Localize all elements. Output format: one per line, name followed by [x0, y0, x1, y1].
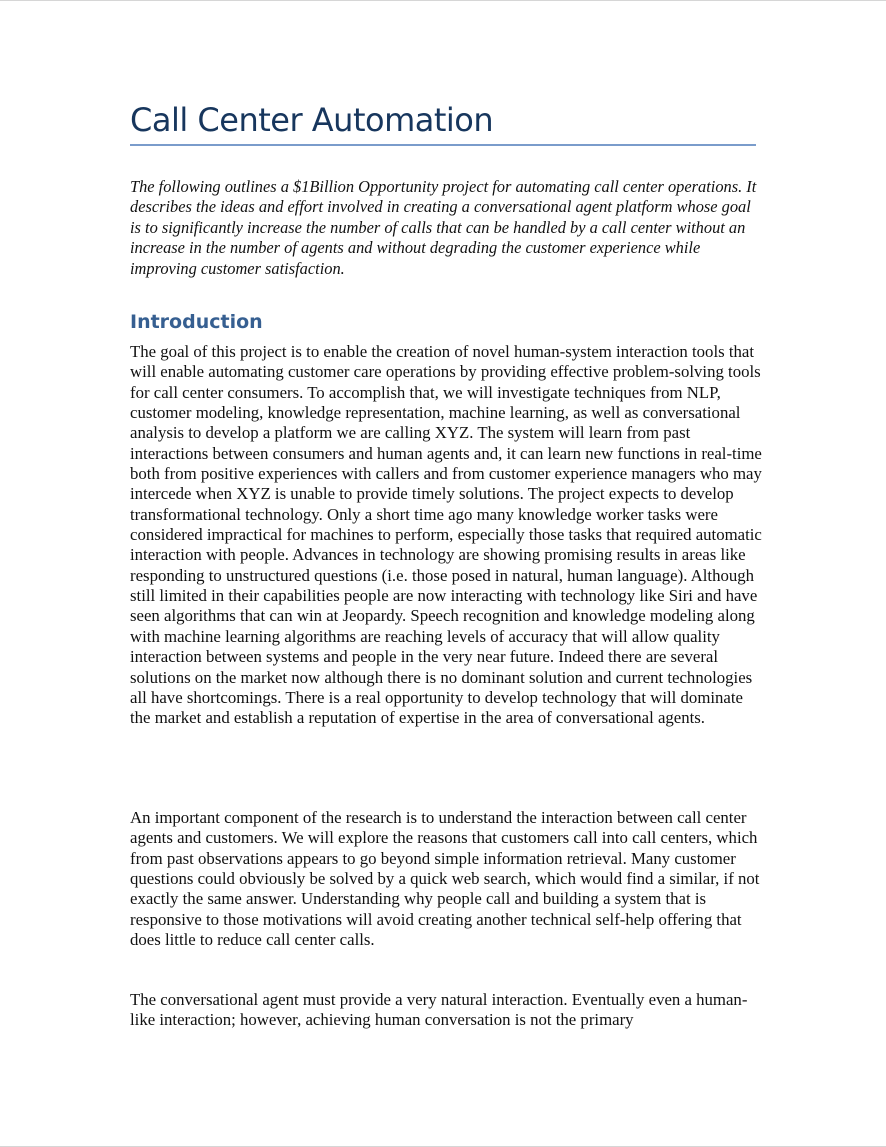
body-paragraph: The conversational agent must provide a very natural interaction. Eventually even a human-like interaction; however, achieving human conversation is not the primary: [130, 990, 748, 1030]
document-title: Call Center Automation: [130, 101, 494, 139]
section-heading-introduction: Introduction: [130, 311, 263, 333]
title-underline-divider: [130, 144, 756, 146]
body-paragraph: An important component of the research is to understand the interaction between call center agents and customers. We will explore the reasons that customers call into call centers, which from past observations appears to go beyond simple information retrieval. Many customer questions could obviously be solved by a quick web search, which would find a similar, if not exactly the same answer. Understanding why people call and building a system that is responsive to those motivations will avoid creating another technical self-help offering that does little to reduce call center calls.: [130, 808, 760, 950]
abstract-paragraph: The following outlines a $1Billion Opportunity project for automating call center operations. It describes the ideas and effort involved in creating a conversational agent platform whose goal is to significantly increase the number of calls that can be handled by a call center without an increase in the number of agents and without degrading the customer experience while improving customer satisfaction.: [130, 177, 757, 278]
body-paragraph: The goal of this project is to enable the creation of novel human-system interaction tools that will enable automating customer care operations by providing effective problem-solving tools for call center consumers. To accomplish that, we will investigate techniques from NLP, customer modeling, knowledge representation, machine learning, as well as conversational analysis to develop a platform we are calling XYZ. The system will learn from past interactions between consumers and human agents and, it can learn new functions in real-time both from positive experiences with callers and from customer experience managers who may intercede when XYZ is unable to provide timely solutions. The project expects to develop transformational technology. Only a short time ago many knowledge worker tasks were considered impractical for machines to perform, especially those tasks that required automatic interaction with people. Advances in technology are showing promising results in areas like responding to unstructured questions (i.e. those posed in natural, human language). Although still limited in their capabilities people are now interacting with technology like Siri and have seen algorithms that can win at Jeopardy. Speech recognition and knowledge modeling along with machine learning algorithms are reaching levels of accuracy that will allow quality interaction between systems and people in the very near future. Indeed there are several solutions on the market now although there is no dominant solution and current technologies all have shortcomings. There is a real opportunity to develop technology that will dominate the market and establish a reputation of expertise in the area of conversational agents.: [130, 342, 762, 728]
